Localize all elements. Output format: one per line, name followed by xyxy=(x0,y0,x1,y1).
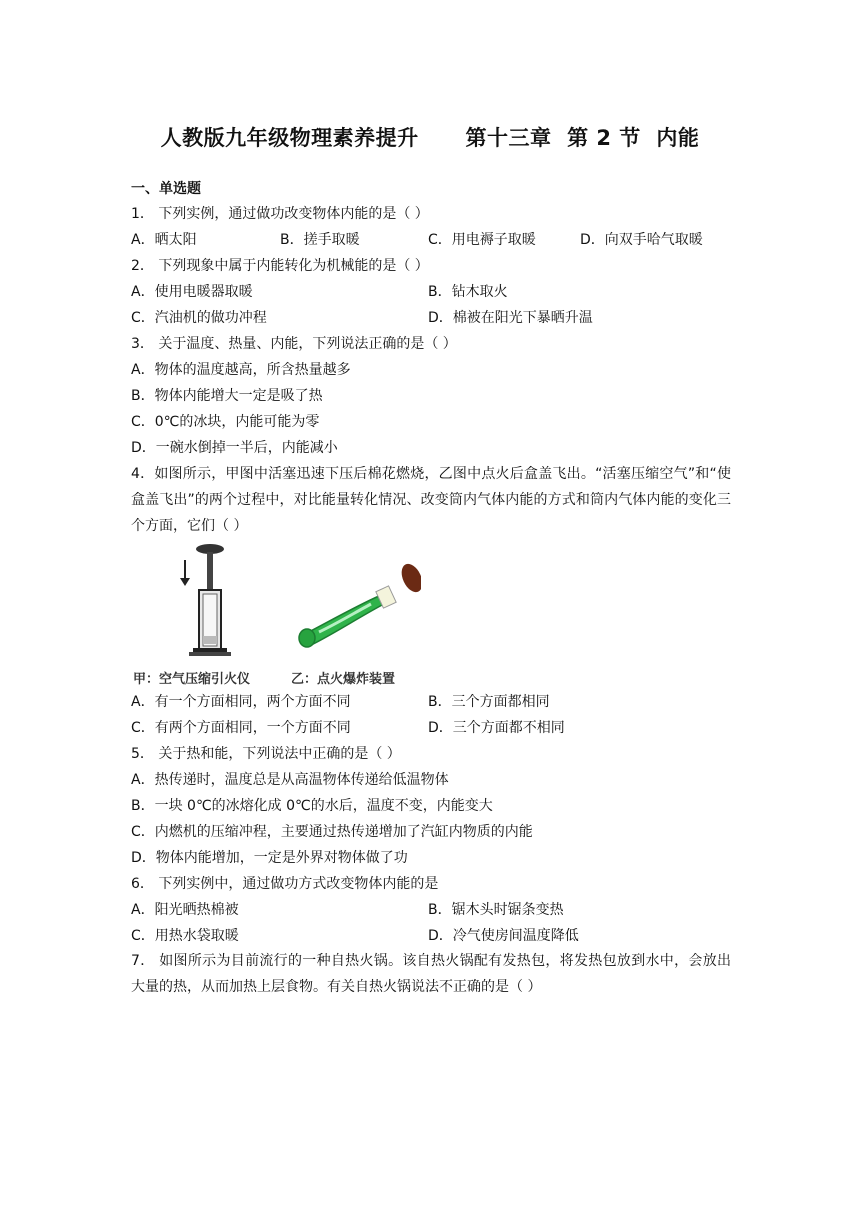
q1-option-b: B．搓手取暖 xyxy=(280,232,360,248)
question-6-stem: 6． 下列实例中，通过做功方式改变物体内能的是 xyxy=(131,876,439,892)
q5-option-c: C．内燃机的压缩冲程，主要通过热传递增加了汽缸内物质的内能 xyxy=(131,824,533,840)
q6-option-d: D．冷气使房间温度降低 xyxy=(428,928,579,944)
q4-option-d: D．三个方面都不相同 xyxy=(428,720,565,736)
q4-option-b: B．三个方面都相同 xyxy=(428,694,550,710)
q6-option-b: B．锯木头时锯条变热 xyxy=(428,902,564,918)
q6-option-a: A．阳光晒热棉被 xyxy=(131,902,239,918)
q6-option-c: C．用热水袋取暖 xyxy=(131,928,239,944)
section-heading: 一、单选题 xyxy=(131,181,201,197)
question-3-stem: 3． 关于温度、热量、内能，下列说法正确的是（ ） xyxy=(131,336,457,352)
q1-option-a: A．晒太阳 xyxy=(131,232,197,248)
figure-caption-right: 乙：点火爆炸装置 xyxy=(291,672,396,687)
q2-option-b: B．钻木取火 xyxy=(428,284,508,300)
figure-caption-left: 甲：空气压缩引火仪 xyxy=(133,672,251,687)
q2-option-c: C．汽油机的做功冲程 xyxy=(131,310,267,326)
q3-option-d: D．一碗水倒掉一半后，内能减小 xyxy=(131,440,338,456)
question-4-figure xyxy=(131,540,421,690)
q5-option-a: A．热传递时，温度总是从高温物体传递给低温物体 xyxy=(131,772,449,788)
ignition-explosion-device-illustration xyxy=(299,561,421,647)
question-4-stem: 4．如图所示，甲图中活塞迅速下压后棉花燃烧，乙图中点火后盒盖飞出。“活塞压缩空气”和“使盒盖飞出”的两个过程中，对比能量转化情况、改变筒内气体内能的方式和筒内气体内能的变化三个方面，它们（ ） xyxy=(131,466,731,534)
q4-option-c: C．有两个方面相同，一个方面不同 xyxy=(131,720,351,736)
question-2-stem: 2． 下列现象中属于内能转化为机械能的是（ ） xyxy=(131,258,429,274)
q3-option-c: C．0℃的冰块，内能可能为零 xyxy=(131,414,320,430)
page-title: 人教版九年级物理素养提升 第十三章 第 2 节 内能 xyxy=(160,126,700,150)
question-5-stem: 5． 关于热和能，下列说法中正确的是（ ） xyxy=(131,746,401,762)
q3-option-b: B．物体内能增大一定是吸了热 xyxy=(131,388,323,404)
q5-option-d: D．物体内能增加，一定是外界对物体做了功 xyxy=(131,850,408,866)
question-7-stem: 7． 如图所示为目前流行的一种自热火锅。该自热火锅配有发热包，将发热包放到水中，会放出大量的热，从而加热上层食物。有关自热火锅说法不正确的是（ ） xyxy=(131,953,731,995)
question-1-stem: 1． 下列实例，通过做功改变物体内能的是（ ） xyxy=(131,206,429,222)
q3-option-a: A．物体的温度越高，所含热量越多 xyxy=(131,362,351,378)
q1-option-d: D．向双手哈气取暖 xyxy=(580,232,703,248)
q2-option-a: A．使用电暖器取暖 xyxy=(131,284,253,300)
q1-option-c: C．用电褥子取暖 xyxy=(428,232,536,248)
q4-option-a: A．有一个方面相同，两个方面不同 xyxy=(131,694,351,710)
air-compression-igniter-illustration xyxy=(180,544,231,656)
q2-option-d: D．棉被在阳光下暴晒升温 xyxy=(428,310,593,326)
q5-option-b: B．一块 0℃的冰熔化成 0℃的水后，温度不变，内能变大 xyxy=(131,798,493,814)
